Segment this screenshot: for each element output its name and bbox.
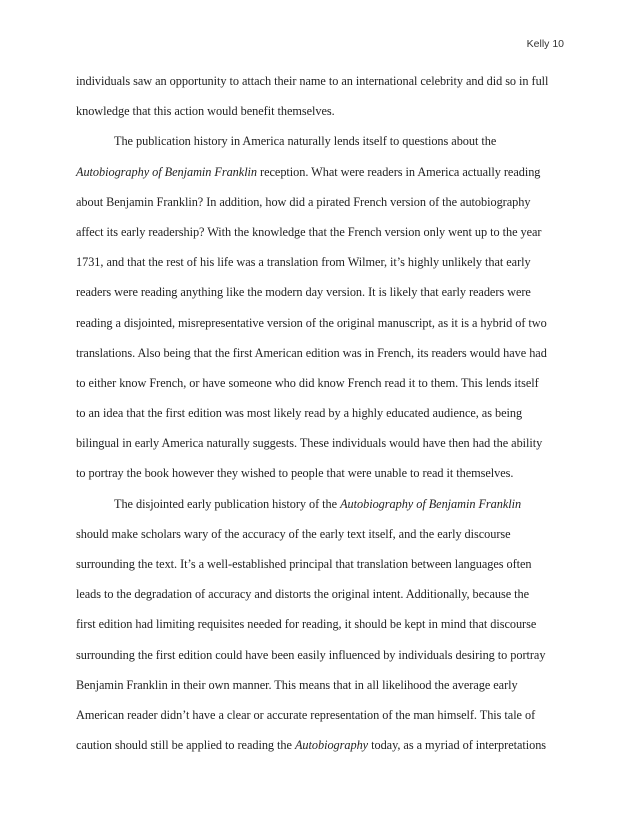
body-text: surrounding the first edition could have been easily influenced by individuals desiring to portray (76, 647, 546, 662)
body-text: knowledge that this action would benefit themselves. (76, 104, 335, 119)
text-line (76, 549, 564, 579)
body-text: reception. What were readers in America actually reading (257, 164, 541, 179)
text-line (76, 670, 564, 700)
text-line (76, 579, 564, 609)
body-text: reading a disjointed, misrepresentative version of the original manuscript, as it is a hybrid of two (76, 315, 547, 330)
text-line (76, 458, 564, 488)
body-text: Benjamin Franklin in their own manner. This means that in all likelihood the average early (76, 677, 518, 692)
text-line (76, 217, 564, 247)
body-text: The publication history in America naturally lends itself to questions about the (114, 134, 497, 149)
text-line (76, 428, 564, 458)
body-text: affect its early readership? With the knowledge that the French version only went up to the year (76, 224, 542, 239)
body-text: to portray the book however they wished to people that were unable to read it themselves. (76, 466, 514, 481)
body-text: to either know French, or have someone who did know French read it to them. This lends itself (76, 375, 539, 390)
text-line (76, 609, 564, 639)
text-line (76, 157, 564, 187)
text-line (76, 126, 564, 156)
text-line (76, 96, 564, 126)
body-text: should make scholars wary of the accuracy of the early text itself, and the early discourse (76, 526, 511, 541)
text-line (76, 368, 564, 398)
italic-title-text: Autobiography of Benjamin Franklin (340, 496, 522, 511)
body-text: The disjointed early publication history of the (114, 496, 341, 511)
body-text: translations. Also being that the first American edition was in French, its readers would have had (76, 345, 547, 360)
body-text: to an idea that the first edition was most likely read by a highly educated audience, as being (76, 406, 523, 421)
body-text: leads to the degradation of accuracy and distorts the original intent. Additionally, because the (76, 587, 530, 602)
text-line (76, 640, 564, 670)
text-line (76, 187, 564, 217)
text-line (76, 700, 564, 730)
text-line (76, 519, 564, 549)
body-text: caution should still be applied to reading the (76, 738, 295, 753)
italic-title-text: Autobiography (294, 738, 369, 753)
body-text: 1731, and that the rest of his life was a translation from Wilmer, it’s highly unlikely that early (76, 255, 531, 270)
italic-title-text: Autobiography of Benjamin Franklin (76, 164, 258, 179)
body-text: American reader didn’t have a clear or accurate representation of the man himself. This tale of (76, 707, 536, 722)
text-line (76, 247, 564, 277)
text-line (76, 398, 564, 428)
text-line (76, 308, 564, 338)
text-line (76, 730, 564, 760)
text-line (76, 277, 564, 307)
text-line (76, 489, 564, 519)
body-text: bilingual in early America naturally suggests. These individuals would have then had the ability (76, 436, 543, 451)
page-header: Kelly 10 (526, 38, 564, 50)
body-text: surrounding the text. It’s a well-established principal that translation between languages often (76, 557, 532, 571)
body-text: readers were reading anything like the modern day version. It is likely that early readers were (76, 285, 531, 300)
text-line (76, 338, 564, 368)
text-line (76, 66, 564, 96)
body-text: today, as a myriad of interpretations (368, 738, 547, 753)
document-body (76, 66, 564, 760)
body-text: individuals saw an opportunity to attach their name to an international celebrity and did so in full (76, 74, 549, 88)
body-text: first edition had limiting requisites needed for reading, it should be kept in mind that discourse (76, 617, 537, 632)
body-text: about Benjamin Franklin? In addition, how did a pirated French version of the autobiography (76, 194, 531, 209)
